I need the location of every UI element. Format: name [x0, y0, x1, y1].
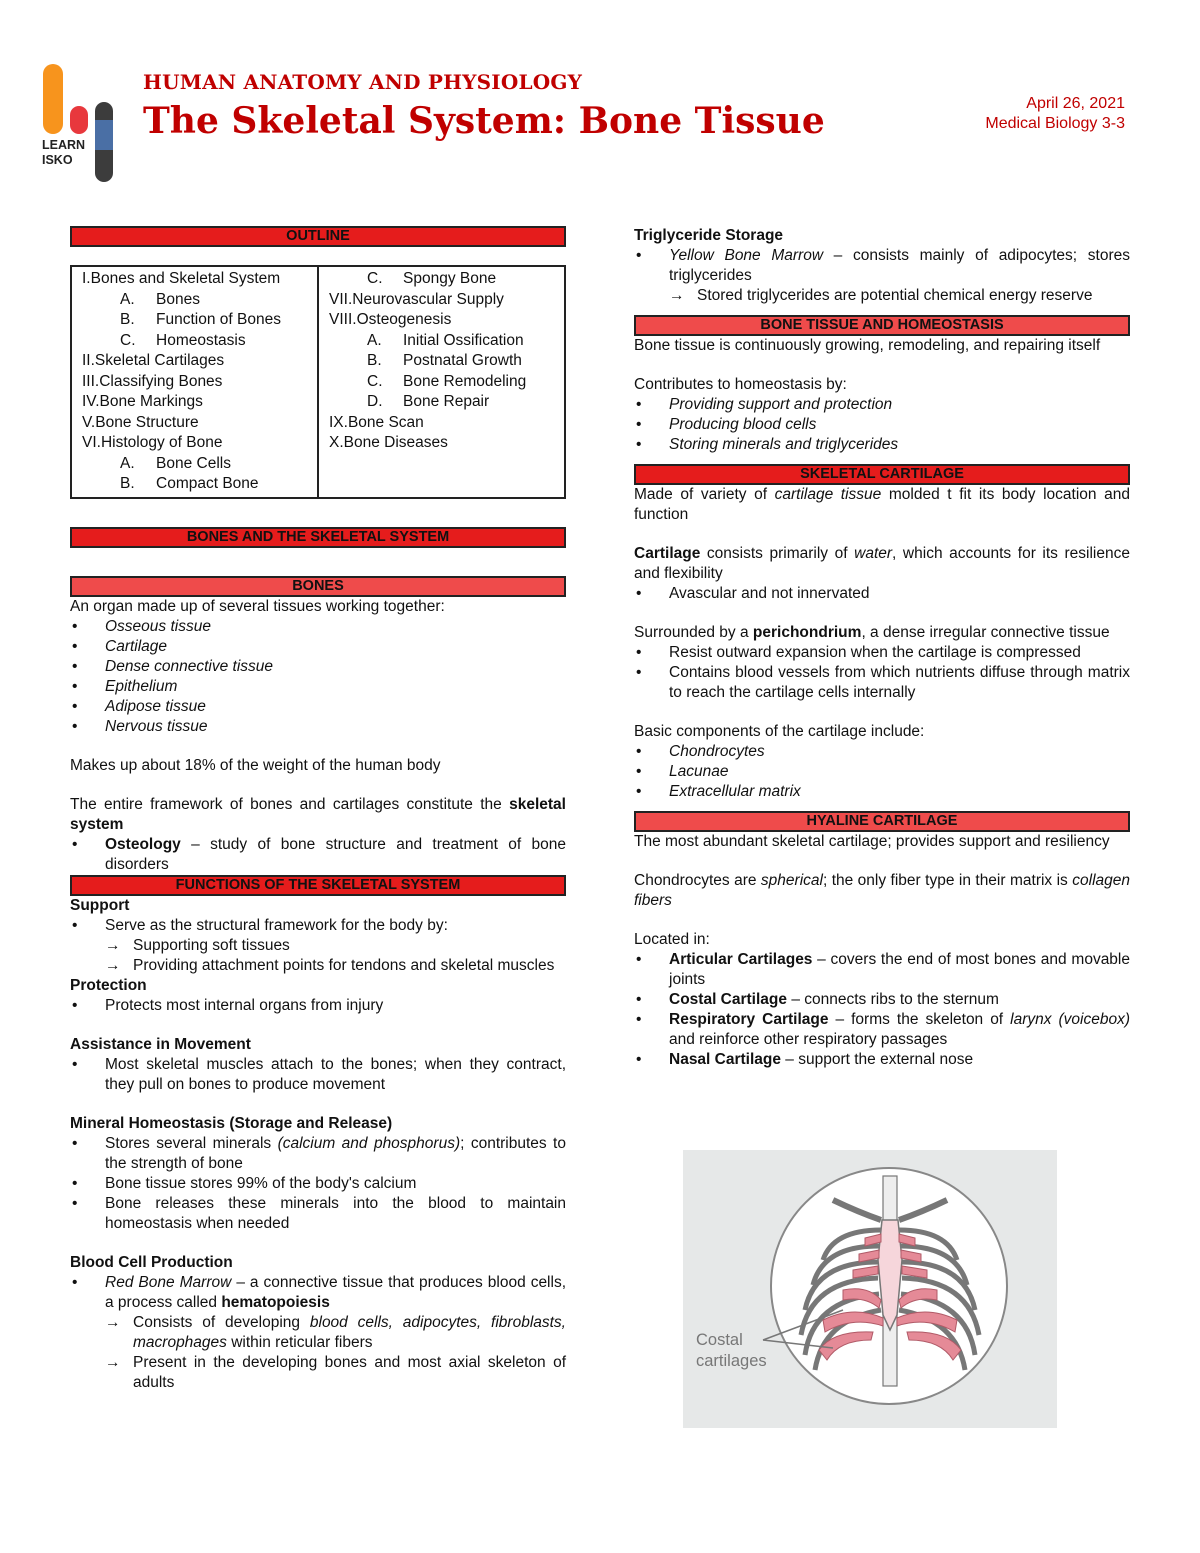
outline-item: III.Classifying Bones — [82, 372, 223, 390]
costal-cartilage-figure — [683, 1150, 1057, 1428]
outline-item: B. Function of Bones — [120, 311, 281, 328]
outline-col-right — [317, 267, 564, 497]
perichondrium-item: • Resist outward expansion when the cartilage is compressed — [634, 643, 1130, 663]
blood-item: • Red Bone Marrow – a connective tissue that produces blood cells, a process called hematopoiesis — [70, 1273, 566, 1313]
hyaline-text-2: Chondrocytes are spherical; the only fiber type in their matrix is collagen fibers — [634, 872, 1130, 909]
tissue-item: Adipose tissue — [105, 697, 206, 715]
mineral-heading: Mineral Homeostasis (Storage and Release) — [70, 1114, 393, 1132]
cartilage-item: • Avascular and not innervated — [634, 584, 1130, 604]
homeostasis-item: Storing minerals and triglycerides — [669, 436, 899, 453]
cartilage-components-intro: Basic components of the cartilage include: — [634, 723, 925, 740]
tissue-item: Epithelium — [105, 677, 178, 695]
location-item: • Nasal Cartilage – support the external nose — [634, 1050, 1130, 1070]
bones-skeletal-heading: BONES AND THE SKELETAL SYSTEM — [70, 527, 566, 548]
support-item: • Serve as the structural framework for the body by: — [70, 916, 566, 936]
outline-item: A. Bones — [120, 290, 200, 308]
right-column — [634, 226, 1130, 1070]
cartilage-text-2: Cartilage consists primarily of water, which accounts for its resilience and flexibility — [634, 545, 1130, 582]
component-item: Chondrocytes — [669, 743, 765, 760]
tissue-item: Dense connective tissue — [105, 657, 274, 675]
outline-item: A. Bone Cells — [120, 454, 231, 472]
homeostasis-item: Producing blood cells — [669, 416, 817, 433]
outline-heading: OUTLINE — [70, 226, 566, 247]
outline-item: VI.Histology of Bone — [82, 434, 223, 451]
support-sub-item: → Providing attachment points for tendons and skeletal muscles — [70, 956, 566, 976]
outline-item: II.Skeletal Cartilages — [82, 352, 225, 369]
ribcage-illustration — [683, 1150, 1057, 1428]
cartilage-text-3: Surrounded by a perichondrium, a dense irregular connective tissue — [634, 624, 1110, 641]
blood-sub-item: → Present in the developing bones and most axial skeleton of adults — [70, 1353, 566, 1393]
hyaline-heading: HYALINE CARTILAGE — [634, 811, 1130, 832]
outline-item: IX.Bone Scan — [329, 413, 424, 431]
figure-label: Costal cartilages — [696, 1331, 767, 1370]
tissue-list — [70, 617, 566, 737]
outline-table — [70, 265, 566, 499]
tissue-item: Cartilage — [105, 637, 168, 655]
outline-item: VIII.Osteogenesis — [329, 311, 452, 328]
homeostasis-item: Providing support and protection — [669, 396, 893, 413]
outline-col-left — [72, 267, 317, 497]
homeostasis-heading: BONE TISSUE AND HOMEOSTASIS — [634, 315, 1130, 336]
outline-item: V.Bone Structure — [82, 413, 199, 431]
learnisko-logo — [40, 64, 118, 184]
mineral-item: • Bone tissue stores 99% of the body's calcium — [70, 1174, 566, 1194]
outline-item: B. Compact Bone — [120, 475, 259, 492]
movement-item: • Most skeletal muscles attach to the bones; when they contract, they pull on bones to produce movement — [70, 1055, 566, 1095]
section-text: Medical Biology 3-3 — [985, 115, 1125, 132]
tissue-item: Osseous tissue — [105, 617, 211, 635]
location-item: • Costal Cartilage – connects ribs to the sternum — [634, 990, 1130, 1010]
outline-item: D. Bone Repair — [367, 393, 490, 410]
blood-heading: Blood Cell Production — [70, 1253, 233, 1271]
date-text: April 26, 2021 — [1026, 95, 1125, 112]
bones-heading: BONES — [70, 576, 566, 597]
header-meta — [985, 94, 1125, 134]
outline-item: X.Bone Diseases — [329, 434, 448, 451]
outline-item: C. Spongy Bone — [367, 270, 497, 287]
mineral-item: • Bone releases these minerals into the blood to maintain homeostasis when needed — [70, 1194, 566, 1234]
triglyceride-sub-item: → Stored triglycerides are potential chemical energy reserve — [634, 286, 1130, 306]
skeletal-cartilage-heading: SKELETAL CARTILAGE — [634, 464, 1130, 485]
location-item: • Respiratory Cartilage – forms the skeleton of larynx (voicebox) and reinforce other respiratory passages — [634, 1010, 1130, 1050]
page-title: The Skeletal System: Bone Tissue — [143, 100, 825, 142]
component-item: Lacunae — [669, 763, 729, 780]
outline-item: VII.Neurovascular Supply — [329, 290, 504, 308]
located-in: Located in: — [634, 931, 710, 948]
protection-heading: Protection — [70, 976, 147, 994]
component-item: Extracellular matrix — [669, 783, 801, 800]
homeostasis-text: Bone tissue is continuously growing, remodeling, and repairing itself — [634, 337, 1101, 354]
osteology-item: • Osteology – study of bone structure and treatment of bone disorders — [70, 835, 566, 875]
support-heading: Support — [70, 896, 130, 914]
logo-text-isko: ISKO — [42, 153, 73, 167]
course-title: HUMAN ANATOMY AND PHYSIOLOGY — [143, 70, 583, 94]
tissue-item: Nervous tissue — [105, 717, 208, 735]
movement-heading: Assistance in Movement — [70, 1035, 251, 1053]
outline-item: A. Initial Ossification — [367, 331, 524, 349]
logo-text-learn: LEARN — [42, 138, 86, 152]
left-column — [70, 226, 566, 1393]
framework-text: The entire framework of bones and cartilages constitute the skeletal system — [70, 795, 566, 833]
mineral-item: • Stores several minerals (calcium and phosphorus); contributes to the strength of bone — [70, 1134, 566, 1174]
hyaline-text-1: The most abundant skeletal cartilage; provides support and resiliency — [634, 833, 1110, 850]
location-item: • Articular Cartilages – covers the end of most bones and movable joints — [634, 950, 1130, 990]
weight-text: Makes up about 18% of the weight of the human body — [70, 756, 441, 774]
bones-intro: An organ made up of several tissues working together: — [70, 597, 445, 615]
outline-item: C. Homeostasis — [120, 331, 246, 349]
functions-heading: FUNCTIONS OF THE SKELETAL SYSTEM — [70, 875, 566, 896]
homeostasis-intro: Contributes to homeostasis by: — [634, 376, 847, 393]
triglyceride-heading: Triglyceride Storage — [634, 227, 784, 244]
support-sub-item: → Supporting soft tissues — [70, 936, 566, 956]
outline-item: B. Postnatal Growth — [367, 352, 522, 369]
cartilage-text-1: Made of variety of cartilage tissue molded t fit its body location and function — [634, 486, 1130, 523]
outline-item: C. Bone Remodeling — [367, 372, 527, 390]
outline-item: I.Bones and Skeletal System — [82, 270, 281, 287]
protection-item: • Protects most internal organs from injury — [70, 996, 566, 1016]
blood-sub-item: → Consists of developing blood cells, adipocytes, fibroblasts, macrophages within reticular fibers — [70, 1313, 566, 1353]
perichondrium-item: • Contains blood vessels from which nutrients diffuse through matrix to reach the cartilage cells internally — [634, 663, 1130, 703]
outline-item: IV.Bone Markings — [82, 393, 203, 410]
triglyceride-item: • Yellow Bone Marrow – consists mainly of adipocytes; stores triglycerides — [634, 246, 1130, 286]
